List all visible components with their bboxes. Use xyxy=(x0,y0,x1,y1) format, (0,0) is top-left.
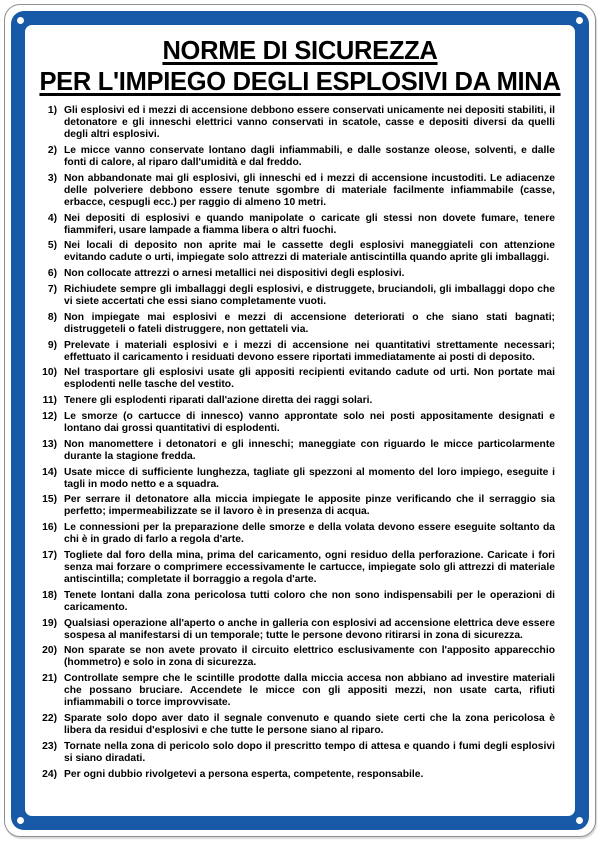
rule-number: 18) xyxy=(42,589,57,601)
rule-text: Usate micce di sufficiente lunghezza, tagliate gli spezzoni al momento del loro impiego, eseguite i tagli in modo netto e a squadra. xyxy=(64,466,555,490)
rule-text: Nei depositi di esplosivi e quando manipolate o caricate gli stessi non dovete fumare, tenere fiammiferi, usare lampade a fiamma libera o altri fuochi. xyxy=(64,212,555,236)
rule-number: 14) xyxy=(42,466,57,478)
rule-item xyxy=(35,367,555,391)
rule-number: 11) xyxy=(42,395,57,407)
rule-item xyxy=(35,550,555,586)
rule-number: 22) xyxy=(42,712,57,724)
rule-text: Gli esplosivi ed i mezzi di accensione debbono essere conservati unicamente nei depositi stabiliti, il detonatore e gli inneschi elettrici vanno conservati in scatole, casse e depositi diversi da quelli degli altri esplosivi. xyxy=(64,105,555,141)
sign-title-line-1: NORME DI SICUREZZA xyxy=(162,37,438,65)
rule-text: Non impiegate mai esplosivi e mezzi di accensione deteriorati o che siano stati bagnati; distruggeteli o fateli distruggere, non gettateli via. xyxy=(64,311,555,335)
rule-item xyxy=(35,494,555,518)
rule-text: Le micce vanno conservate lontano dagli infiammabili, e dalle sostanze oleose, solventi, e dalle fonti di calore, al riparo dall'umidità e dal freddo. xyxy=(64,145,555,169)
rule-text: Per ogni dubbio rivolgetevi a persona esperta, competente, responsabile. xyxy=(64,768,424,780)
rule-text: Non manomettere i detonatori e gli inneschi; maneggiate con riguardo le micce particolarmente durante la stagione fredda. xyxy=(64,438,555,462)
rule-number: 20) xyxy=(42,645,57,657)
rule-item xyxy=(35,713,555,737)
rule-text: Controllate sempre che le scintille prodotte dalla miccia accesa non abbiano ad investire materiali che possano bruciare. Accendete le micce con gli appositi mezzi, non usate carta, rifiuti infiammabili o torce improvvisate. xyxy=(64,673,555,709)
rule-item xyxy=(35,673,555,709)
rule-item xyxy=(35,213,555,237)
screw-icon xyxy=(17,817,24,824)
rule-text: Tenere gli esplodenti riparati dall'azione diretta dei raggi solari. xyxy=(64,395,373,407)
rule-number: 3) xyxy=(47,172,57,184)
rules-list xyxy=(25,105,575,780)
rule-item xyxy=(35,240,555,264)
rule-item xyxy=(35,395,555,407)
sign-frame xyxy=(11,11,589,830)
rule-number: 13) xyxy=(42,438,57,450)
rule-number: 23) xyxy=(42,740,57,752)
rule-number: 15) xyxy=(42,494,57,506)
sign-title-line-2: PER L'IMPIEGO DEGLI ESPLOSIVI DA MINA xyxy=(39,68,561,97)
rule-item xyxy=(35,145,555,169)
rule-item xyxy=(35,618,555,642)
rule-number: 12) xyxy=(42,410,57,422)
rule-text: Nei locali di deposito non aprite mai le cassette degli esplosivi maneggiateli con attenzione evitando cadute o urti, impiegate solo attrezzi di materiale antiscintilla quando aprite gli imballaggi. xyxy=(64,240,555,264)
screw-icon xyxy=(17,17,24,24)
rule-item xyxy=(35,340,555,364)
rule-number: 9) xyxy=(47,339,57,351)
rule-item xyxy=(35,284,555,308)
rule-number: 6) xyxy=(47,268,57,280)
rule-text: Tenete lontani dalla zona pericolosa tutti coloro che non sono indispensabili per le operazioni di caricamento. xyxy=(64,589,555,613)
rule-text: Nel trasportare gli esplosivi usate gli appositi recipienti evitando cadute od urti. Non portate mai esplodenti nelle tasche del vestito. xyxy=(64,367,555,391)
rule-text: Non abbandonate mai gli esplosivi, gli inneschi ed i mezzi di accensione incustoditi. Le adiacenze delle polveriere debbono essere tenute sgombre di materiale facilmente infiammabile (casse, erbacce, cespugli ecc.) per raggio di almeno 10 metri. xyxy=(64,172,555,208)
rule-text: Richiudete sempre gli imballaggi degli esplosivi, e distruggete, bruciandoli, gli imballaggi dopo che vi siete accertati che essi siano completamente vuoti. xyxy=(64,284,555,307)
rule-text: Qualsiasi operazione all'aperto o anche in galleria con esplosivi ad accensione elettrica deve essere sospesa al manifestarsi di un temporale; tutte le persone devono ritirarsi in zona di sicurezza. xyxy=(64,617,555,641)
rule-text: Tornate nella zona di pericolo solo dopo il prescritto tempo di attesa e quando i fumi degli esplosivi si siano diradati. xyxy=(64,740,555,764)
rule-item xyxy=(35,173,555,209)
rule-text: Le connessioni per la preparazione delle smorze e della volata devono essere eseguite soltanto da chi è in grado di farlo a regola d'arte. xyxy=(64,522,555,546)
rule-item xyxy=(35,590,555,614)
rule-text: Non sparate se non avete provato il circuito elettrico esclusivamente con l'apposito apparecchio (hommetro) e solo in zona di sicurezza. xyxy=(64,645,555,669)
rule-text: Togliete dal foro della mina, prima del caricamento, ogni residuo della perforazione. Caricate i fori senza mai forzare o comprimere eccessivamente le cartucce, impiegate solo gli attrezzi di materiale antiscintilla; completate il borraggio a regola d'arte. xyxy=(64,549,555,585)
rule-item xyxy=(35,268,555,280)
rule-number: 5) xyxy=(47,240,57,252)
sign-panel xyxy=(25,25,575,816)
rule-number: 1) xyxy=(47,105,57,117)
rule-number: 7) xyxy=(47,284,57,295)
rule-item xyxy=(35,741,555,765)
sign-title xyxy=(25,36,575,98)
rule-item xyxy=(35,312,555,336)
rule-item xyxy=(35,769,555,781)
rule-text: Per serrare il detonatore alla miccia impiegate le apposite pinze verificando che il serraggio sia perfetto; impermeabilizzate se il lavoro è in presenza di acqua. xyxy=(64,494,555,518)
rule-item xyxy=(35,411,555,435)
rule-number: 17) xyxy=(42,549,57,561)
rule-item xyxy=(35,645,555,669)
rule-text: Sparate solo dopo aver dato il segnale convenuto e quando siete certi che la zona pericolosa è libera da residui d'esplosivi e che tutte le persone siano al riparo. xyxy=(64,712,555,736)
rule-number: 24) xyxy=(42,768,57,780)
rule-number: 19) xyxy=(42,617,57,629)
sign-plate xyxy=(4,4,596,837)
screw-icon xyxy=(576,817,583,824)
rule-number: 2) xyxy=(47,145,57,157)
screw-icon xyxy=(576,17,583,24)
rule-text: Le smorze (o cartucce di innesco) vanno approntate solo nei posti appositamente designati e lontano dai grossi quantitativi di esplodenti. xyxy=(64,410,555,434)
rule-item xyxy=(35,522,555,546)
rule-item xyxy=(35,105,555,141)
rule-number: 21) xyxy=(42,673,57,685)
rule-number: 16) xyxy=(42,522,57,534)
rule-item xyxy=(35,467,555,491)
rule-number: 4) xyxy=(47,212,57,224)
rule-item xyxy=(35,439,555,463)
rule-number: 8) xyxy=(47,311,57,323)
rule-text: Prelevate i materiali esplosivi e i mezzi di accensione nei quantitativi strettamente necessari; effettuato il caricamento i residuati devono essere riportati immediatamente ai posti di deposito. xyxy=(64,339,555,363)
rule-number: 10) xyxy=(42,367,57,379)
rule-text: Non collocate attrezzi o arnesi metallici nei dispositivi degli esplosivi. xyxy=(64,268,405,280)
